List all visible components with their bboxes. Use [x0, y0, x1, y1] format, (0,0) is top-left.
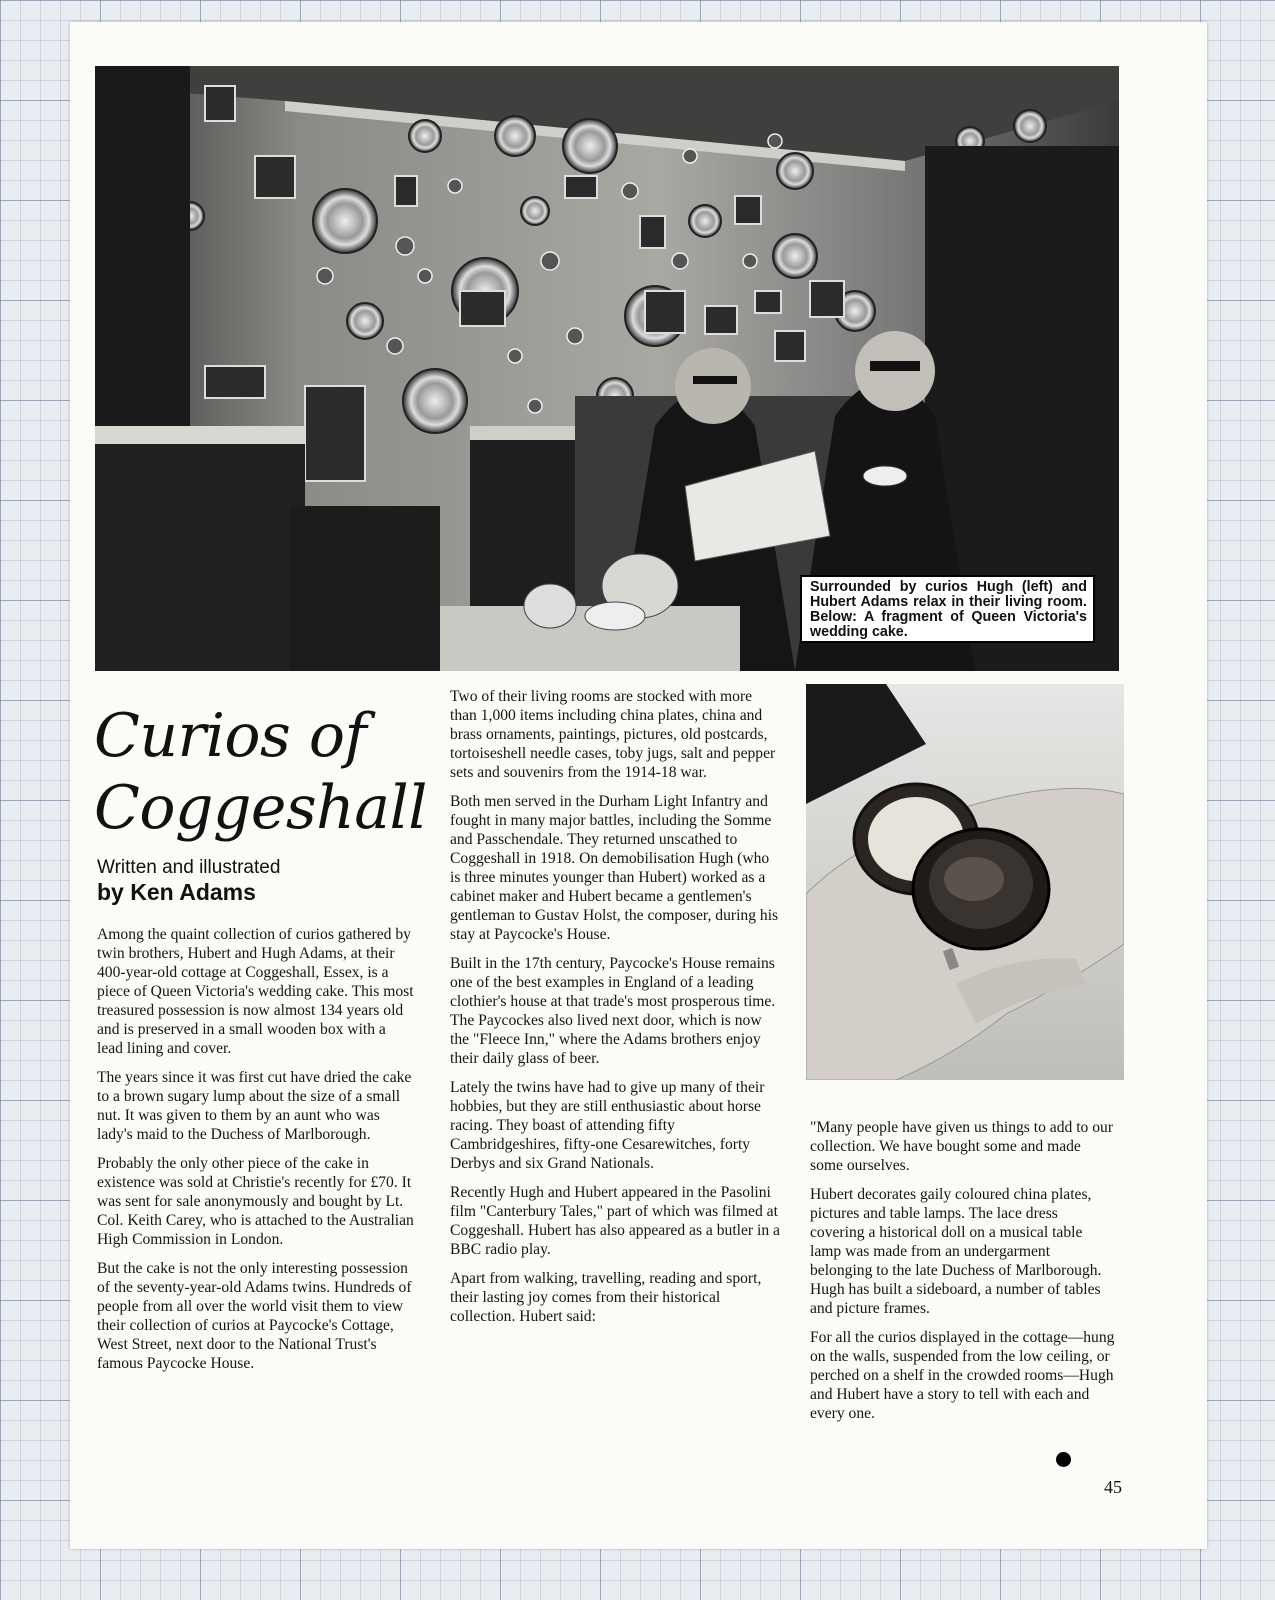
page-number: 45: [1104, 1477, 1122, 1497]
article-title: [94, 700, 434, 844]
article-column-2: [450, 687, 780, 1336]
byline-lead: Written and illustrated: [97, 857, 281, 878]
article-column-1: [97, 925, 415, 1383]
paragraph: The years since it was first cut have dried the cake to a brown sugary lump about the size of a small nut. It was given to them by an aunt who was lady's maid to the Duchess of Marlborough.: [97, 1069, 412, 1143]
end-of-article-dot: [1056, 1452, 1071, 1467]
paragraph: Built in the 17th century, Paycocke's House remains one of the best examples in England of a leading clothier's house at that trade's most prosperous time. The Paycockes also lived next door, which is now the "Fleece Inn," where the Adams brothers enjoy their daily glass of beer.: [450, 955, 776, 1067]
paragraph: Two of their living rooms are stocked with more than 1,000 items including china plates, china and brass ornaments, paintings, pictures, old postcards, tortoiseshell needle cases, toby jugs, salt and pepper sets and souvenirs from the 1914-18 war.: [450, 688, 776, 781]
paragraph: Among the quaint collection of curios gathered by twin brothers, Hubert and Hugh Adams, at their 400-year-old cottage at Coggeshall, Essex, is a piece of Queen Victoria's wedding cake. This most treasured possession is now almost 134 years old and is preserved in a small wooden box with a lead lining and cover.: [97, 926, 414, 1057]
title-line-1: Curios of: [94, 701, 367, 771]
paragraph: Both men served in the Durham Light Infantry and fought in many major battles, including the Somme and Passchendale. They returned unscathed to Coggeshall in 1918. On demobilisation Hugh (who is three minutes younger than Hubert) worked as a cabinet maker and Hubert became a gentlemen's gentleman to Gustav Holst, the composer, during his stay at Paycocke's House.: [450, 793, 779, 943]
paragraph: Hubert decorates gaily coloured china plates, pictures and table lamps. The lace dress covering a historical doll on a musical table lamp was made from an undergarment belonging to the late Duchess of Marlborough. Hugh has built a sideboard, a number of tables and picture frames.: [810, 1186, 1102, 1317]
title-line-2: Coggeshall: [94, 773, 427, 843]
paragraph: But the cake is not the only interesting possession of the seventy-year-old Adams twins. Hundreds of people from all over the world visit them to view their collection of curios at Paycocke's Cottage, West Street, next door to the National Trust's famous Paycocke House.: [97, 1260, 412, 1372]
paragraph: Probably the only other piece of the cake in existence was sold at Christie's recently for £70. It was sent for sale anonymously and bought by Lt. Col. Keith Carey, who is attached to the Australian High Commission in London.: [97, 1155, 414, 1248]
photo-caption: Surrounded by curios Hugh (left) and Hubert Adams relax in their living room. Below: A fragment of Queen Victoria's wedding cake.: [800, 575, 1095, 643]
paragraph: "Many people have given us things to add to our collection. We have bought some and made some ourselves.: [810, 1119, 1114, 1174]
article-column-3: [810, 1118, 1115, 1433]
wedding-cake-box-photo: [806, 684, 1124, 1080]
paragraph: For all the curios displayed in the cottage—hung on the walls, suspended from the low ceiling, or perched on a shelf in the crowded rooms—Hugh and Hubert have a story to tell with each and every one.: [810, 1329, 1115, 1422]
paragraph: Apart from walking, travelling, reading and sport, their lasting joy comes from their historical collection. Hubert said:: [450, 1270, 762, 1325]
paragraph: Recently Hugh and Hubert appeared in the Pasolini film "Canterbury Tales," part of which was filmed at Coggeshall. Hubert has also appeared as a butler in a BBC radio play.: [450, 1184, 780, 1258]
paragraph: Lately the twins have had to give up many of their hobbies, but they are still enthusiastic about horse racing. They boast of attending fifty Cambridgeshires, fifty-one Cesarewitches, forty Derbys and six Grand Nationals.: [450, 1079, 765, 1172]
byline-author: by Ken Adams: [97, 879, 256, 905]
